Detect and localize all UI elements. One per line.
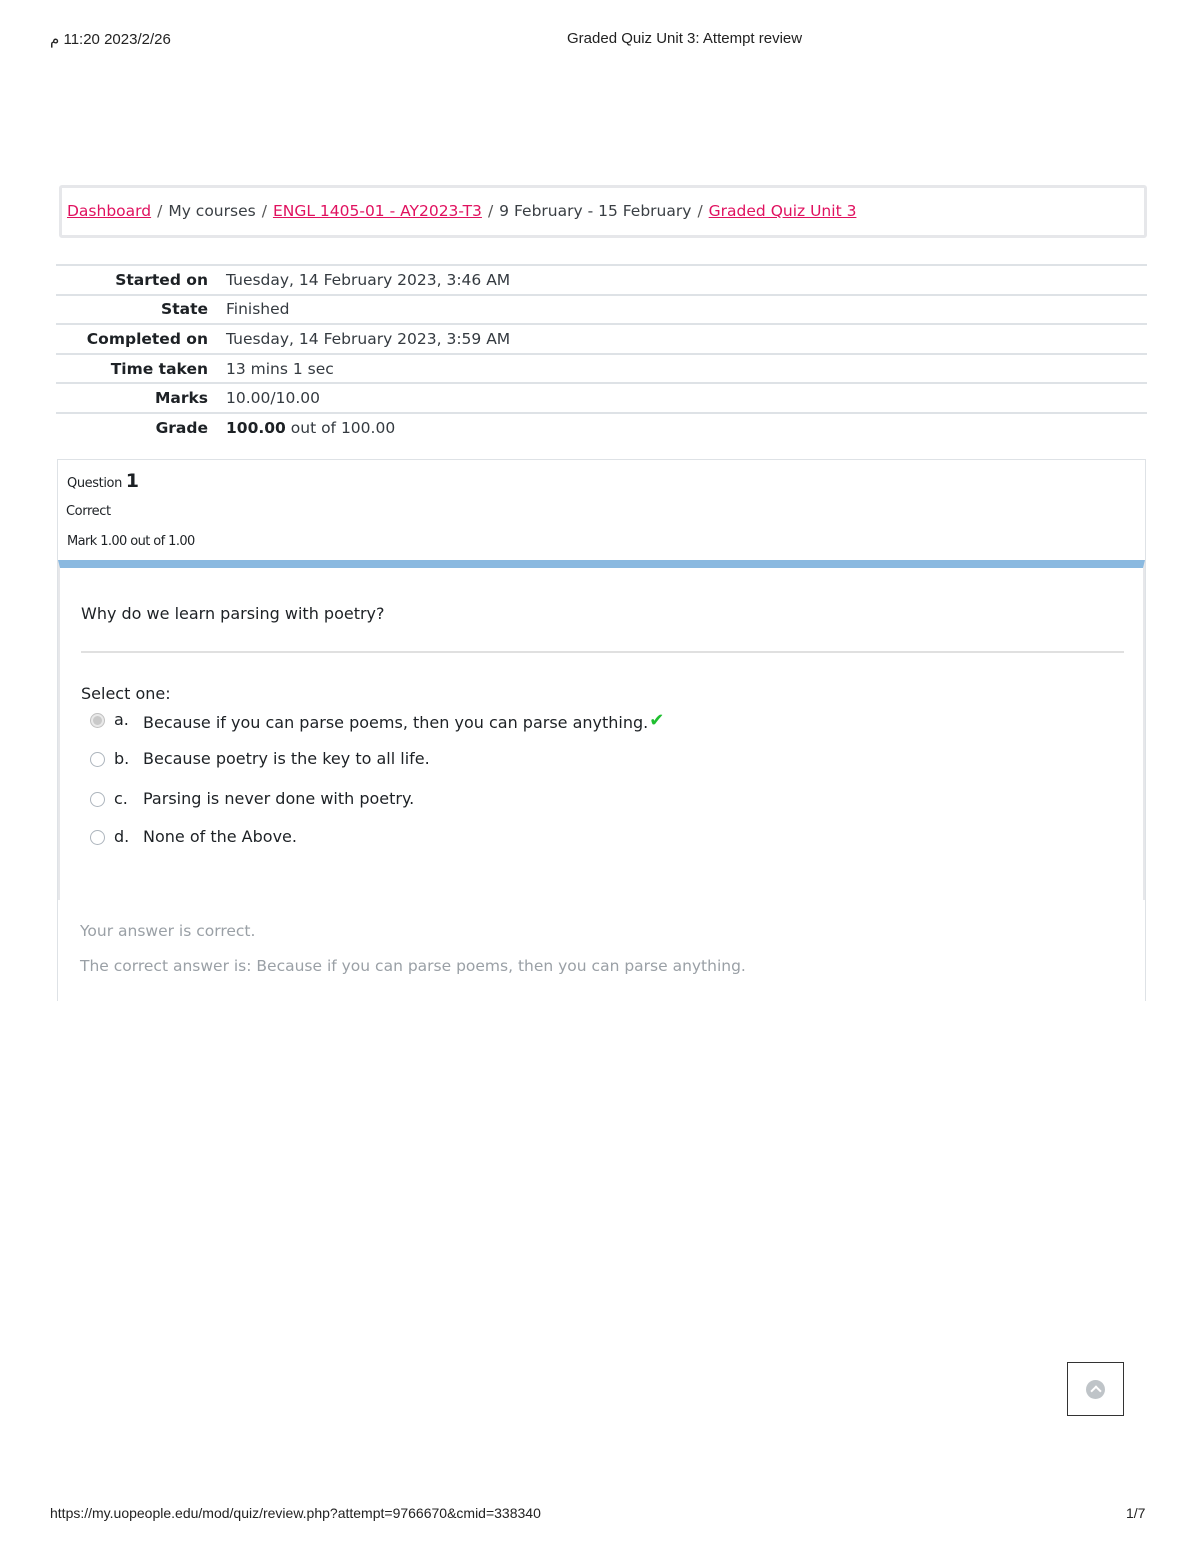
breadcrumb-separator: / (261, 202, 267, 220)
breadcrumb-separator: / (487, 202, 494, 220)
summary-row (56, 354, 1147, 384)
question-divider (81, 651, 1124, 653)
breadcrumb-separator: / (157, 202, 163, 220)
question-label: Question (67, 476, 122, 491)
question-number (67, 470, 139, 492)
summary-row (56, 413, 1147, 443)
select-one-prompt: Select one: (81, 684, 171, 703)
summary-label-started-on: Started on (115, 270, 208, 289)
print-page-number: 1/7 (1126, 1505, 1146, 1521)
scroll-to-top-button[interactable] (1067, 1362, 1124, 1416)
grade-suffix: out of 100.00 (290, 419, 396, 438)
correct-answer-message: The correct answer is: Because if you can parse poems, then you can parse anything. (80, 957, 746, 975)
attempt-summary-table (56, 264, 1147, 443)
feedback-message: Your answer is correct. (80, 922, 256, 940)
option-label: Because poetry is the key to all life. (143, 749, 430, 768)
summary-label-grade: Grade (155, 419, 208, 438)
option-label: Parsing is never done with poetry. (143, 789, 415, 808)
summary-value-marks: 10.00/10.00 (226, 389, 320, 408)
summary-value-time-taken: 13 mins 1 sec (226, 359, 334, 378)
summary-row (56, 383, 1147, 413)
breadcrumb-quiz-link[interactable]: Graded Quiz Unit 3 (708, 202, 857, 220)
print-header (0, 28, 1200, 50)
summary-value-state: Finished (226, 300, 290, 319)
option-letter: a. (114, 710, 129, 729)
print-footer (0, 1505, 1200, 1525)
radio-button-selected[interactable] (90, 713, 105, 728)
question-state: Correct (66, 504, 111, 519)
breadcrumb-course-link[interactable]: ENGL 1405-01 - AY2023-T3 (272, 202, 482, 220)
question-text: Why do we learn parsing with poetry? (81, 604, 385, 623)
option-letter: c. (114, 789, 128, 808)
breadcrumb-container (59, 185, 1147, 238)
breadcrumb-my-courses: My courses (168, 202, 256, 220)
option-text (143, 710, 664, 732)
summary-row (56, 265, 1147, 295)
summary-row (56, 295, 1147, 325)
summary-row (56, 324, 1147, 354)
option-letter: d. (114, 827, 130, 846)
option-label: None of the Above. (143, 827, 297, 846)
summary-value-completed-on: Tuesday, 14 February 2023, 3:59 AM (226, 329, 511, 348)
radio-button[interactable] (90, 792, 105, 807)
summary-label-completed-on: Completed on (86, 329, 208, 348)
summary-value-started-on: Tuesday, 14 February 2023, 3:46 AM (226, 270, 511, 289)
radio-button[interactable] (90, 830, 105, 845)
breadcrumb-dashboard-link[interactable]: Dashboard (67, 202, 152, 220)
summary-label-time-taken: Time taken (110, 359, 208, 378)
summary-value-grade (226, 413, 1147, 443)
breadcrumb-separator: / (697, 202, 703, 220)
breadcrumb-section: 9 February - 15 February (499, 202, 692, 220)
radio-button[interactable] (90, 752, 105, 767)
breadcrumb (67, 202, 856, 220)
chevron-up-circle-icon (1086, 1380, 1105, 1399)
question-mark: Mark 1.00 out of 1.00 (67, 534, 195, 549)
checkmark-icon: ✔ (649, 710, 665, 731)
summary-label-marks: Marks (154, 389, 208, 408)
print-page-title: Graded Quiz Unit 3: Attempt review (567, 30, 803, 47)
summary-label-state: State (161, 300, 208, 319)
print-timestamp: 2023/2/26 11:20 م (50, 31, 171, 48)
grade-value: 100.00 (226, 419, 286, 438)
option-label: Because if you can parse poems, then you can parse anything. (143, 713, 649, 732)
question-content (58, 560, 1145, 900)
question-feedback (58, 902, 1145, 1002)
option-letter: b. (114, 749, 130, 768)
print-url: https://my.uopeople.edu/mod/quiz/review.php?attempt=9766670&cmid=338340 (50, 1505, 541, 1521)
question-number-value: 1 (125, 470, 139, 492)
question-card (57, 459, 1146, 1001)
